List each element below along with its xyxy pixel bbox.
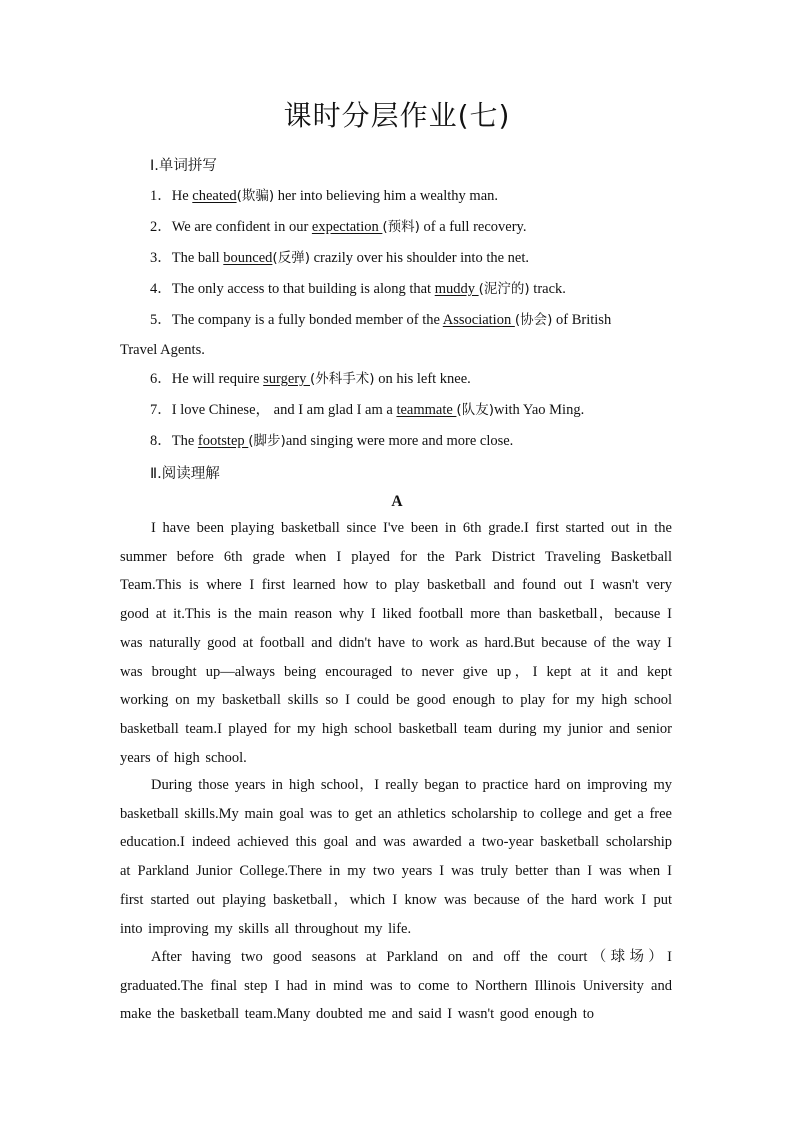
item-number: 1． (150, 188, 172, 204)
spelling-item (150, 218, 526, 236)
item-text: her into believing him a wealthy man. (274, 188, 499, 204)
answer-word: footstep (197, 433, 249, 449)
answer-word: muddy (434, 281, 479, 297)
answer-word: expectation (311, 219, 383, 235)
item-text: track. (529, 281, 566, 297)
item-text: We are confident in our (171, 219, 312, 235)
page-title: 课时分层作业(七) (283, 99, 511, 132)
answer-word: teammate (396, 402, 457, 418)
item-number: 5． (150, 312, 172, 328)
item-text: of British Travel Agents. (120, 312, 612, 358)
item-text: The company is a fully bonded member of the (171, 312, 443, 328)
answer-word: bounced (223, 250, 273, 266)
item-number: 6． (150, 371, 172, 387)
item-text: I love Chinese， and I am glad I am a (171, 402, 397, 418)
item-number: 8． (150, 433, 172, 449)
item-number: 2． (150, 219, 172, 235)
paragraph: After having two good seasons at Parkland on and off the court（球场）I graduated.The final step I had in mind was to come to Northern Illinois University and make the basketball team.Many doubted me and said I wasn't good enough to (120, 949, 672, 1023)
chinese-hint: (欺骗) (236, 188, 275, 204)
item-text: with Yao Ming. (493, 402, 585, 418)
item-text: on his left knee. (374, 371, 471, 387)
item-text: He will require (171, 371, 264, 387)
item-text: The ball (171, 250, 224, 266)
section-heading-spelling: Ⅰ.单词拼写 (150, 158, 217, 174)
item-text: and singing were more and more close. (285, 433, 514, 449)
chinese-hint: (预料) (382, 219, 420, 235)
chinese-hint: (脚步) (248, 433, 286, 449)
item-number: 7． (150, 402, 172, 418)
answer-word: cheated (192, 188, 237, 204)
spelling-item (150, 370, 471, 388)
chinese-hint: (队友) (456, 402, 494, 418)
paragraph: During those years in high school，I really began to practice hard on improving my basketball skills.My main goal was to get an athletics scholarship to college and get a free education.I indeed achieved this goal and was awarded a two-year basketball scholarship at Parkland Junior College.There in my two years I was truly better than I was when I first started out playing basketball，which I know was because of the hard work I put into improving my skills all throughout my life. (120, 777, 672, 937)
passage-label: A (391, 493, 403, 510)
chinese-hint: (泥泞的) (478, 281, 530, 297)
spelling-item (150, 249, 529, 267)
spelling-item (150, 401, 584, 419)
item-text: He (171, 188, 193, 204)
chinese-hint: (外科手术) (310, 371, 375, 387)
spelling-item (150, 432, 513, 450)
item-number: 4． (150, 281, 172, 297)
spelling-item (120, 305, 642, 365)
chinese-hint: (反弹) (272, 250, 310, 266)
item-text: crazily over his shoulder into the net. (309, 250, 530, 266)
spelling-item (150, 280, 566, 298)
answer-word: surgery (263, 371, 311, 387)
section-heading-reading: Ⅱ.阅读理解 (150, 466, 220, 482)
paragraph: I have been playing basketball since I've been in 6th grade.I first started out in the summer before 6th grade when I played for the Park District Traveling Basketball Team.This is where I first learned how to play basketball and found out I wasn't very good at it.This is the main reason why I liked football more than basketball，because I was naturally good at football and didn't have to work as hard.But because of the way I was brought up—always being encouraged to never give up，I kept at it and kept working on my basketball skills so I could be good enough to play for my high school basketball team.I played for my high school basketball team during my junior and senior years of high school. (120, 520, 672, 766)
chinese-hint: (协会) (514, 312, 553, 328)
item-text: of a full recovery. (419, 219, 527, 235)
item-number: 3． (150, 250, 172, 266)
item-text: The (171, 433, 198, 449)
answer-word: Association (442, 312, 515, 328)
item-text: The only access to that building is along that (171, 281, 435, 297)
spelling-item (150, 187, 498, 205)
